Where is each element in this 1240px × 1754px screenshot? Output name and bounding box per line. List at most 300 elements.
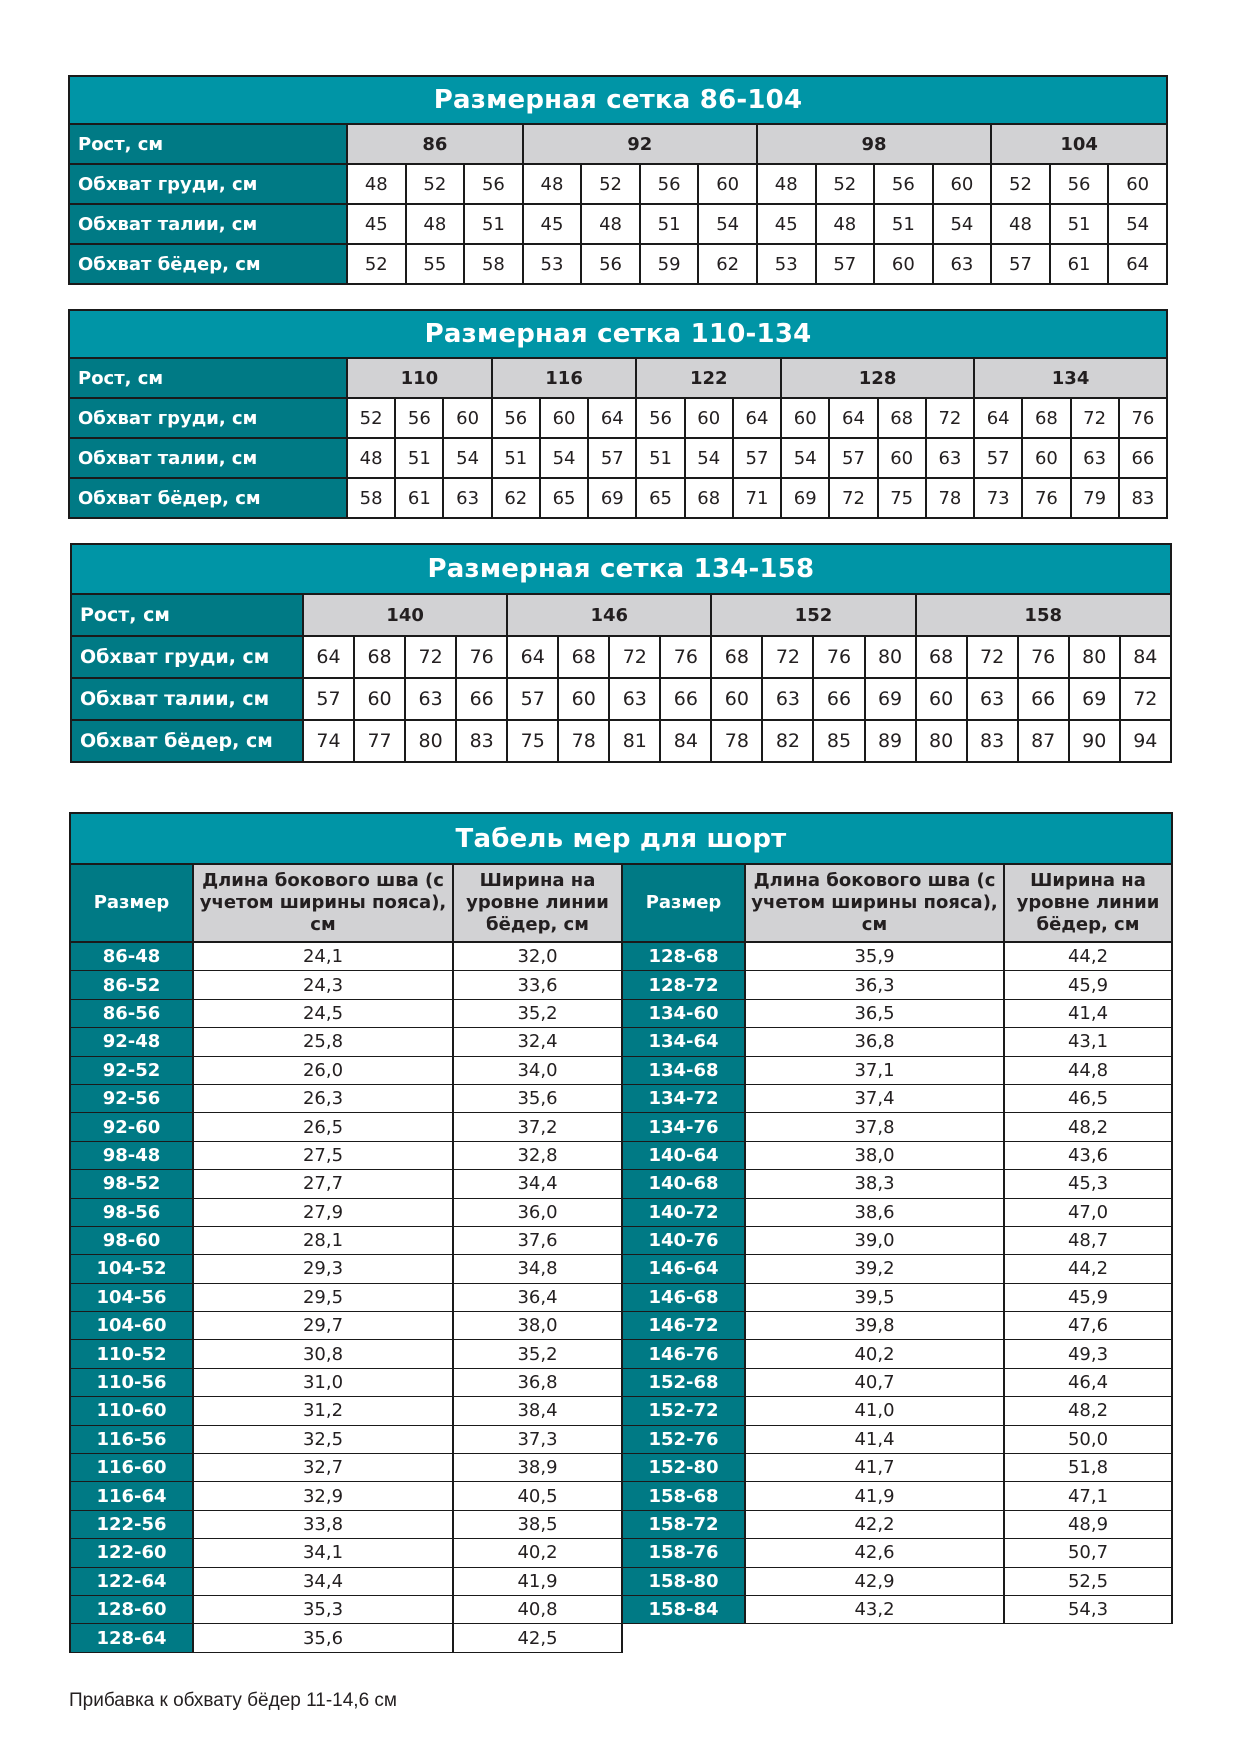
waist-value: 60 xyxy=(354,678,405,720)
table-row xyxy=(70,1056,1172,1084)
size-cell: 134-64 xyxy=(622,1028,745,1056)
hips-value: 83 xyxy=(967,720,1018,762)
size-cell: 110-60 xyxy=(70,1397,193,1425)
table-row xyxy=(70,1028,1172,1056)
size-cell: 152-80 xyxy=(622,1454,745,1482)
hip-width-cell: 34,0 xyxy=(453,1056,622,1084)
side-seam-cell: 42,6 xyxy=(745,1539,1004,1567)
side-seam-cell: 24,5 xyxy=(193,999,453,1027)
hip-width-cell: 45,9 xyxy=(1004,971,1172,999)
size-cell: 140-64 xyxy=(622,1141,745,1169)
size-cell: 92-60 xyxy=(70,1113,193,1141)
side-seam-cell: 40,2 xyxy=(745,1340,1004,1368)
side-seam-cell: 25,8 xyxy=(193,1028,453,1056)
hip-width-cell: 32,8 xyxy=(453,1141,622,1169)
waist-row xyxy=(71,678,1171,720)
hip-width-cell: 48,7 xyxy=(1004,1226,1172,1254)
height-value: 140 xyxy=(303,594,507,636)
height-row xyxy=(69,358,1167,398)
size-cell: 134-76 xyxy=(622,1113,745,1141)
title-row xyxy=(71,544,1171,594)
side-seam-cell: 42,2 xyxy=(745,1510,1004,1538)
chest-value: 60 xyxy=(933,164,992,204)
size-cell: 98-56 xyxy=(70,1198,193,1226)
hips-value: 79 xyxy=(1071,478,1119,518)
hip-width-cell: 44,2 xyxy=(1004,942,1172,971)
chest-value: 76 xyxy=(813,636,864,678)
size-cell: 158-84 xyxy=(622,1595,745,1623)
waist-value: 48 xyxy=(581,204,640,244)
hip-width-cell: 32,0 xyxy=(453,942,622,971)
waist-value: 69 xyxy=(865,678,916,720)
waist-value: 48 xyxy=(991,204,1050,244)
hip-width-cell: 38,0 xyxy=(453,1312,622,1340)
chest-value: 56 xyxy=(492,398,540,438)
shorts-measurements-table xyxy=(69,812,1173,1653)
size-cell: 98-48 xyxy=(70,1141,193,1169)
hip-width-cell: 35,2 xyxy=(453,999,622,1027)
side-seam-cell: 40,7 xyxy=(745,1368,1004,1396)
chest-value: 52 xyxy=(406,164,465,204)
height-value: 152 xyxy=(711,594,915,636)
chest-value: 60 xyxy=(443,398,491,438)
hips-value: 78 xyxy=(558,720,609,762)
hip-width-cell: 49,3 xyxy=(1004,1340,1172,1368)
hips-value: 62 xyxy=(698,244,757,284)
hips-row xyxy=(71,720,1171,762)
chest-value: 68 xyxy=(878,398,926,438)
chest-value: 52 xyxy=(347,398,395,438)
size-cell: 116-60 xyxy=(70,1454,193,1482)
hips-value: 61 xyxy=(395,478,443,518)
hip-width-cell: 41,4 xyxy=(1004,999,1172,1027)
table-row xyxy=(70,942,1172,971)
row-label-height: Рост, см xyxy=(71,594,303,636)
header-side-seam: Длина бокового шва (с учетом ширины пояса), см xyxy=(193,864,453,942)
header-size: Размер xyxy=(622,864,745,942)
chest-row xyxy=(71,636,1171,678)
side-seam-cell: 37,8 xyxy=(745,1113,1004,1141)
side-seam-cell: 42,9 xyxy=(745,1567,1004,1595)
size-cell: 92-52 xyxy=(70,1056,193,1084)
hip-width-cell: 37,6 xyxy=(453,1226,622,1254)
chest-value: 80 xyxy=(1069,636,1120,678)
chest-value: 48 xyxy=(523,164,582,204)
hip-width-cell: 37,3 xyxy=(453,1425,622,1453)
height-value: 128 xyxy=(781,358,974,398)
hip-width-cell: 37,2 xyxy=(453,1113,622,1141)
height-value: 104 xyxy=(991,124,1167,164)
chest-row xyxy=(69,398,1167,438)
chest-value: 72 xyxy=(405,636,456,678)
grid-title: Размерная сетка 110-134 xyxy=(69,310,1167,358)
size-cell: 86-48 xyxy=(70,942,193,971)
table-row xyxy=(70,1510,1172,1538)
size-cell: 92-48 xyxy=(70,1028,193,1056)
height-value: 134 xyxy=(974,358,1167,398)
waist-value: 51 xyxy=(492,438,540,478)
waist-value: 51 xyxy=(464,204,523,244)
waist-value: 72 xyxy=(1120,678,1171,720)
height-value: 146 xyxy=(507,594,711,636)
side-seam-cell: 24,3 xyxy=(193,971,453,999)
hip-width-cell: 40,8 xyxy=(453,1595,622,1623)
waist-value: 63 xyxy=(967,678,1018,720)
side-seam-cell: 39,8 xyxy=(745,1312,1004,1340)
waist-value: 60 xyxy=(558,678,609,720)
waist-value: 63 xyxy=(609,678,660,720)
hips-value: 64 xyxy=(1108,244,1167,284)
hip-width-cell: 38,4 xyxy=(453,1397,622,1425)
waist-value: 57 xyxy=(733,438,781,478)
chest-value: 48 xyxy=(347,164,406,204)
side-seam-cell: 41,4 xyxy=(745,1425,1004,1453)
side-seam-cell: 38,6 xyxy=(745,1198,1004,1226)
chest-value: 76 xyxy=(660,636,711,678)
hips-value: 75 xyxy=(878,478,926,518)
waist-value: 51 xyxy=(640,204,699,244)
hips-value: 65 xyxy=(540,478,588,518)
chest-value: 64 xyxy=(733,398,781,438)
hips-value: 71 xyxy=(733,478,781,518)
waist-value: 54 xyxy=(933,204,992,244)
row-label-waist: Обхват талии, см xyxy=(69,204,347,244)
table-row xyxy=(70,1482,1172,1510)
chest-value: 56 xyxy=(640,164,699,204)
waist-value: 51 xyxy=(395,438,443,478)
waist-value: 45 xyxy=(347,204,406,244)
side-seam-cell: 35,3 xyxy=(193,1595,453,1623)
chest-value: 60 xyxy=(1108,164,1167,204)
row-label-height: Рост, см xyxy=(69,124,347,164)
row-label-height: Рост, см xyxy=(69,358,347,398)
chest-value: 52 xyxy=(581,164,640,204)
chest-value: 72 xyxy=(926,398,974,438)
header-side-seam: Длина бокового шва (с учетом ширины пояса), см xyxy=(745,864,1004,942)
hip-width-cell: 48,9 xyxy=(1004,1510,1172,1538)
height-value: 158 xyxy=(916,594,1171,636)
side-seam-cell: 26,5 xyxy=(193,1113,453,1141)
table-row xyxy=(70,1595,1172,1623)
size-cell: 128-64 xyxy=(70,1624,193,1652)
hips-value: 58 xyxy=(347,478,395,518)
chest-value: 76 xyxy=(1018,636,1069,678)
size-cell: 128-68 xyxy=(622,942,745,971)
chest-value: 68 xyxy=(916,636,967,678)
chest-value: 64 xyxy=(507,636,558,678)
hip-width-cell: 46,4 xyxy=(1004,1368,1172,1396)
chest-value: 60 xyxy=(540,398,588,438)
size-cell: 116-64 xyxy=(70,1482,193,1510)
waist-value: 45 xyxy=(757,204,816,244)
waist-row xyxy=(69,204,1167,244)
waist-value: 48 xyxy=(347,438,395,478)
side-seam-cell: 26,3 xyxy=(193,1084,453,1112)
size-cell: 134-68 xyxy=(622,1056,745,1084)
side-seam-cell: 32,5 xyxy=(193,1425,453,1453)
hip-width-cell: 38,5 xyxy=(453,1510,622,1538)
hips-value: 83 xyxy=(1119,478,1167,518)
header-size: Размер xyxy=(70,864,193,942)
table-row xyxy=(70,1198,1172,1226)
chest-value: 60 xyxy=(685,398,733,438)
chest-value: 64 xyxy=(303,636,354,678)
hips-value: 56 xyxy=(581,244,640,284)
header-hip-width: Ширина на уровне линии бёдер, см xyxy=(453,864,622,942)
waist-row xyxy=(69,438,1167,478)
side-seam-cell: 32,7 xyxy=(193,1454,453,1482)
row-label-hips: Обхват бёдер, см xyxy=(69,244,347,284)
waist-value: 57 xyxy=(507,678,558,720)
chest-value: 52 xyxy=(816,164,875,204)
hips-value: 59 xyxy=(640,244,699,284)
row-label-hips: Обхват бёдер, см xyxy=(69,478,347,518)
waist-value: 63 xyxy=(762,678,813,720)
size-cell: 140-72 xyxy=(622,1198,745,1226)
chest-value: 68 xyxy=(1022,398,1070,438)
hips-value: 57 xyxy=(816,244,875,284)
waist-value: 60 xyxy=(711,678,762,720)
table-row xyxy=(70,1368,1172,1396)
row-label-waist: Обхват талии, см xyxy=(71,678,303,720)
hips-value: 78 xyxy=(926,478,974,518)
hips-value: 63 xyxy=(443,478,491,518)
hips-value: 78 xyxy=(711,720,762,762)
waist-value: 60 xyxy=(916,678,967,720)
side-seam-cell: 43,2 xyxy=(745,1595,1004,1623)
table-row xyxy=(70,999,1172,1027)
hip-width-cell: 48,2 xyxy=(1004,1113,1172,1141)
height-value: 116 xyxy=(492,358,637,398)
size-cell: 152-68 xyxy=(622,1368,745,1396)
hip-width-cell: 40,5 xyxy=(453,1482,622,1510)
chest-value: 72 xyxy=(762,636,813,678)
hips-row xyxy=(69,244,1167,284)
height-value: 122 xyxy=(636,358,781,398)
size-cell: 116-56 xyxy=(70,1425,193,1453)
chest-value: 60 xyxy=(781,398,829,438)
size-cell: 104-52 xyxy=(70,1255,193,1283)
size-grid-134-158 xyxy=(70,543,1172,763)
hip-width-cell: 34,8 xyxy=(453,1255,622,1283)
side-seam-cell: 36,5 xyxy=(745,999,1004,1027)
hip-width-cell: 43,1 xyxy=(1004,1028,1172,1056)
side-seam-cell: 27,5 xyxy=(193,1141,453,1169)
hip-width-cell: 34,4 xyxy=(453,1170,622,1198)
chest-value: 56 xyxy=(464,164,523,204)
side-seam-cell: 26,0 xyxy=(193,1056,453,1084)
waist-value: 60 xyxy=(1022,438,1070,478)
size-cell: 140-76 xyxy=(622,1226,745,1254)
waist-value: 63 xyxy=(926,438,974,478)
hip-width-cell: 38,9 xyxy=(453,1454,622,1482)
height-row xyxy=(71,594,1171,636)
table-row xyxy=(70,1340,1172,1368)
chest-value: 68 xyxy=(354,636,405,678)
size-cell: 146-72 xyxy=(622,1312,745,1340)
size-cell: 128-60 xyxy=(70,1595,193,1623)
hips-value: 80 xyxy=(916,720,967,762)
hip-width-cell: 35,2 xyxy=(453,1340,622,1368)
side-seam-cell: 39,0 xyxy=(745,1226,1004,1254)
hip-width-cell: 36,0 xyxy=(453,1198,622,1226)
table-row xyxy=(70,1226,1172,1254)
side-seam-cell: 24,1 xyxy=(193,942,453,971)
hip-width-cell: 52,5 xyxy=(1004,1567,1172,1595)
table-row xyxy=(70,1170,1172,1198)
table-row xyxy=(70,1539,1172,1567)
table-row xyxy=(70,1397,1172,1425)
table-row xyxy=(70,1454,1172,1482)
size-cell: 104-60 xyxy=(70,1312,193,1340)
chest-value: 64 xyxy=(974,398,1022,438)
side-seam-cell: 34,4 xyxy=(193,1567,453,1595)
waist-value: 66 xyxy=(1018,678,1069,720)
size-cell: 134-72 xyxy=(622,1084,745,1112)
size-grid-86-104 xyxy=(68,75,1168,285)
hips-value: 75 xyxy=(507,720,558,762)
side-seam-cell: 37,4 xyxy=(745,1084,1004,1112)
size-cell: 146-64 xyxy=(622,1255,745,1283)
side-seam-cell: 29,3 xyxy=(193,1255,453,1283)
table-row xyxy=(70,1084,1172,1112)
title-row xyxy=(69,310,1167,358)
height-value: 98 xyxy=(757,124,991,164)
waist-value: 54 xyxy=(781,438,829,478)
size-cell: 158-72 xyxy=(622,1510,745,1538)
size-cell: 122-64 xyxy=(70,1567,193,1595)
hips-row xyxy=(69,478,1167,518)
side-seam-cell: 31,0 xyxy=(193,1368,453,1396)
header-hip-width: Ширина на уровне линии бёдер, см xyxy=(1004,864,1172,942)
waist-value: 57 xyxy=(829,438,877,478)
table-row xyxy=(70,1624,1172,1652)
hips-value: 80 xyxy=(405,720,456,762)
chest-value: 80 xyxy=(865,636,916,678)
hip-width-cell: 46,5 xyxy=(1004,1084,1172,1112)
hip-width-cell: 48,2 xyxy=(1004,1397,1172,1425)
side-seam-cell: 32,9 xyxy=(193,1482,453,1510)
side-seam-cell: 41,9 xyxy=(745,1482,1004,1510)
hips-value: 61 xyxy=(1050,244,1109,284)
size-cell: 152-72 xyxy=(622,1397,745,1425)
hip-width-cell: 33,6 xyxy=(453,971,622,999)
hips-value: 53 xyxy=(523,244,582,284)
hip-width-cell: 47,6 xyxy=(1004,1312,1172,1340)
height-row xyxy=(69,124,1167,164)
waist-value: 57 xyxy=(303,678,354,720)
hips-value: 58 xyxy=(464,244,523,284)
waist-value: 63 xyxy=(1071,438,1119,478)
height-value: 92 xyxy=(523,124,757,164)
row-label-chest: Обхват груди, см xyxy=(71,636,303,678)
shorts-table-title: Табель мер для шорт xyxy=(70,813,1172,864)
waist-value: 60 xyxy=(878,438,926,478)
row-label-chest: Обхват груди, см xyxy=(69,164,347,204)
side-seam-cell: 38,0 xyxy=(745,1141,1004,1169)
table-row xyxy=(70,1567,1172,1595)
table-row xyxy=(70,1425,1172,1453)
side-seam-cell: 29,5 xyxy=(193,1283,453,1311)
side-seam-cell: 35,9 xyxy=(745,942,1004,971)
waist-value: 66 xyxy=(1119,438,1167,478)
hips-value: 84 xyxy=(660,720,711,762)
chest-value: 76 xyxy=(456,636,507,678)
waist-value: 63 xyxy=(405,678,456,720)
hip-width-cell: 47,1 xyxy=(1004,1482,1172,1510)
side-seam-cell: 33,8 xyxy=(193,1510,453,1538)
chest-value: 64 xyxy=(829,398,877,438)
hips-value: 89 xyxy=(865,720,916,762)
hips-value: 76 xyxy=(1022,478,1070,518)
chest-value: 72 xyxy=(967,636,1018,678)
hips-value: 74 xyxy=(303,720,354,762)
hip-width-cell: 50,0 xyxy=(1004,1425,1172,1453)
row-label-waist: Обхват талии, см xyxy=(69,438,347,478)
side-seam-cell: 38,3 xyxy=(745,1170,1004,1198)
hips-value: 87 xyxy=(1018,720,1069,762)
hips-value: 90 xyxy=(1069,720,1120,762)
size-cell: 146-76 xyxy=(622,1340,745,1368)
waist-value: 54 xyxy=(443,438,491,478)
size-cell: 158-80 xyxy=(622,1567,745,1595)
hips-value: 94 xyxy=(1120,720,1171,762)
hips-value: 53 xyxy=(757,244,816,284)
hip-width-cell: 44,2 xyxy=(1004,1255,1172,1283)
hips-value: 73 xyxy=(974,478,1022,518)
waist-value: 51 xyxy=(1050,204,1109,244)
hip-width-cell: 32,4 xyxy=(453,1028,622,1056)
grid-title: Размерная сетка 86-104 xyxy=(69,76,1167,124)
hip-width-cell: 42,5 xyxy=(453,1624,622,1652)
chest-value: 60 xyxy=(698,164,757,204)
hip-width-cell: 43,6 xyxy=(1004,1141,1172,1169)
hips-value: 81 xyxy=(609,720,660,762)
table-row xyxy=(70,1141,1172,1169)
waist-value: 66 xyxy=(813,678,864,720)
hips-value: 63 xyxy=(933,244,992,284)
chest-value: 68 xyxy=(558,636,609,678)
side-seam-cell: 27,7 xyxy=(193,1170,453,1198)
side-seam-cell: 31,2 xyxy=(193,1397,453,1425)
hip-width-cell: 47,0 xyxy=(1004,1198,1172,1226)
hip-width-cell: 45,9 xyxy=(1004,1283,1172,1311)
hips-value: 62 xyxy=(492,478,540,518)
waist-value: 66 xyxy=(456,678,507,720)
waist-value: 45 xyxy=(523,204,582,244)
hips-value: 65 xyxy=(636,478,684,518)
hip-width-cell: 45,3 xyxy=(1004,1170,1172,1198)
hips-value: 69 xyxy=(781,478,829,518)
chest-value: 68 xyxy=(711,636,762,678)
hip-width-cell: 36,4 xyxy=(453,1283,622,1311)
size-cell: 98-60 xyxy=(70,1226,193,1254)
height-value: 86 xyxy=(347,124,523,164)
hip-width-cell: 41,9 xyxy=(453,1567,622,1595)
chest-value: 56 xyxy=(395,398,443,438)
table-row xyxy=(70,1312,1172,1340)
hips-value: 77 xyxy=(354,720,405,762)
side-seam-cell: 28,1 xyxy=(193,1226,453,1254)
size-cell: 158-68 xyxy=(622,1482,745,1510)
hips-value: 85 xyxy=(813,720,864,762)
hip-width-cell: 51,8 xyxy=(1004,1454,1172,1482)
hips-value: 69 xyxy=(588,478,636,518)
empty-cell xyxy=(622,1624,1172,1652)
hip-width-cell: 50,7 xyxy=(1004,1539,1172,1567)
hip-width-cell: 54,3 xyxy=(1004,1595,1172,1623)
chest-value: 56 xyxy=(874,164,933,204)
